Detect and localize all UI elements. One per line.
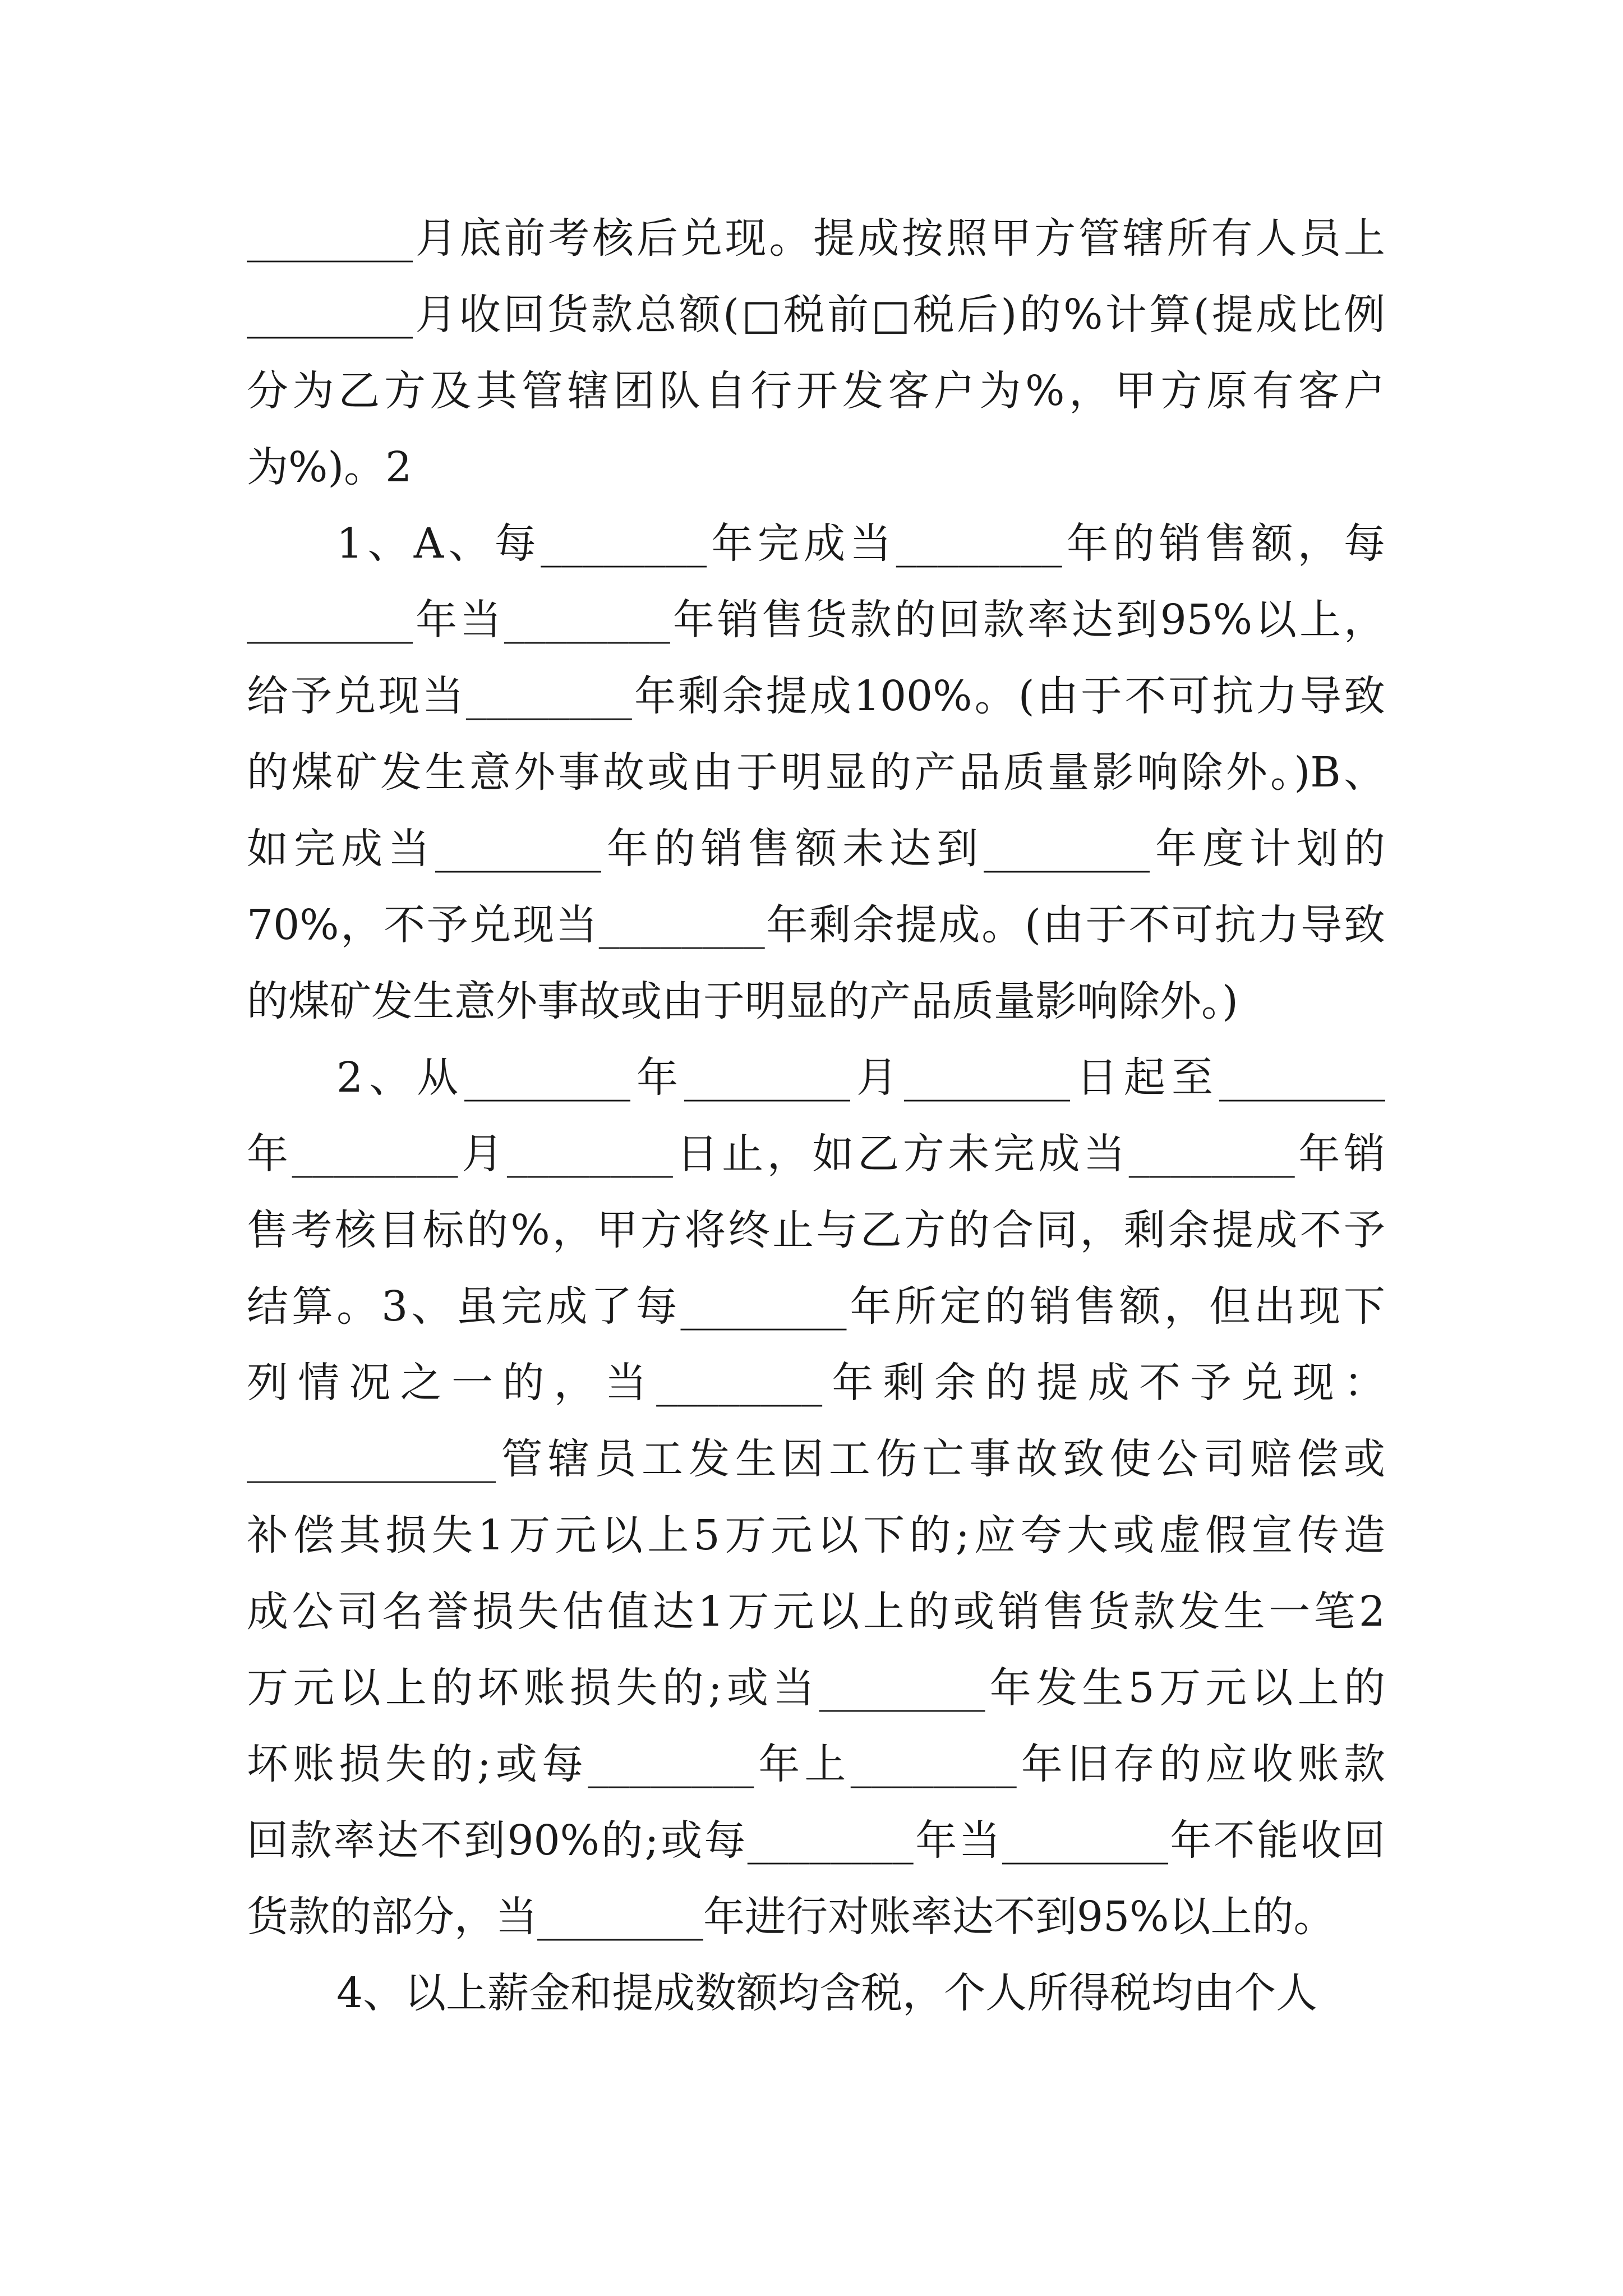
text-line: 4、以上薪金和提成数额均含税，个人所得税均由个人 bbox=[336, 1969, 1318, 2017]
text-line: 年________月________日止，如乙方未完成当________年销 bbox=[247, 1130, 1385, 1178]
text-line: ________年当________年销售货款的回款率达到95%以上， bbox=[247, 596, 1385, 644]
text-line: ____________管辖员工发生因工伤亡事故致使公司赔偿或 bbox=[247, 1435, 1385, 1483]
text-line: ________月底前考核后兑现。提成按照甲方管辖所有人员上 bbox=[247, 214, 1385, 263]
text-line: 回款率达不到90%的;或每________年当________年不能收回 bbox=[247, 1816, 1385, 1865]
text-line: 列情况之一的，当________年剩余的提成不予兑现： bbox=[247, 1359, 1385, 1407]
text-line: ________月收回货款总额(□税前□税后)的%计算(提成比例 bbox=[247, 291, 1385, 339]
text-line: 补偿其损失1万元以上5万元以下的;应夸大或虚假宣传造 bbox=[247, 1511, 1385, 1559]
text-line: 如完成当________年的销售额未达到________年度计划的 bbox=[247, 825, 1385, 873]
text-line: 坏账损失的;或每________年上________年旧存的应收账款 bbox=[247, 1740, 1385, 1788]
text-line: 货款的部分，当________年进行对账率达不到95%以上的。 bbox=[247, 1893, 1335, 1941]
text-line: 2、从________年________月________日起至________ bbox=[336, 1053, 1385, 1102]
text-line: 万元以上的坏账损失的;或当________年发生5万元以上的 bbox=[247, 1664, 1385, 1712]
text-line: 为%)。2 bbox=[247, 443, 412, 491]
text-line: 的煤矿发生意外事故或由于明显的产品质量影响除外。) bbox=[247, 977, 1238, 1025]
text-line: 成公司名誉损失估值达1万元以上的或销售货款发生一笔2 bbox=[247, 1588, 1385, 1636]
text-line: 的煤矿发生意外事故或由于明显的产品质量影响除外。)B、 bbox=[247, 748, 1385, 797]
text-line: 1、A、每________年完成当________年的销售额，每 bbox=[336, 519, 1385, 568]
text-line: 售考核目标的%，甲方将终止与乙方的合同，剩余提成不予 bbox=[247, 1206, 1385, 1254]
text-line: 分为乙方及其管辖团队自行开发客户为%，甲方原有客户 bbox=[247, 367, 1385, 415]
text-line: 给予兑现当________年剩余提成100%。(由于不可抗力导致 bbox=[247, 672, 1385, 720]
text-line: 70%，不予兑现当________年剩余提成。(由于不可抗力导致 bbox=[247, 901, 1385, 949]
text-line: 结算。3、虽完成了每________年所定的销售额，但出现下 bbox=[247, 1282, 1385, 1331]
